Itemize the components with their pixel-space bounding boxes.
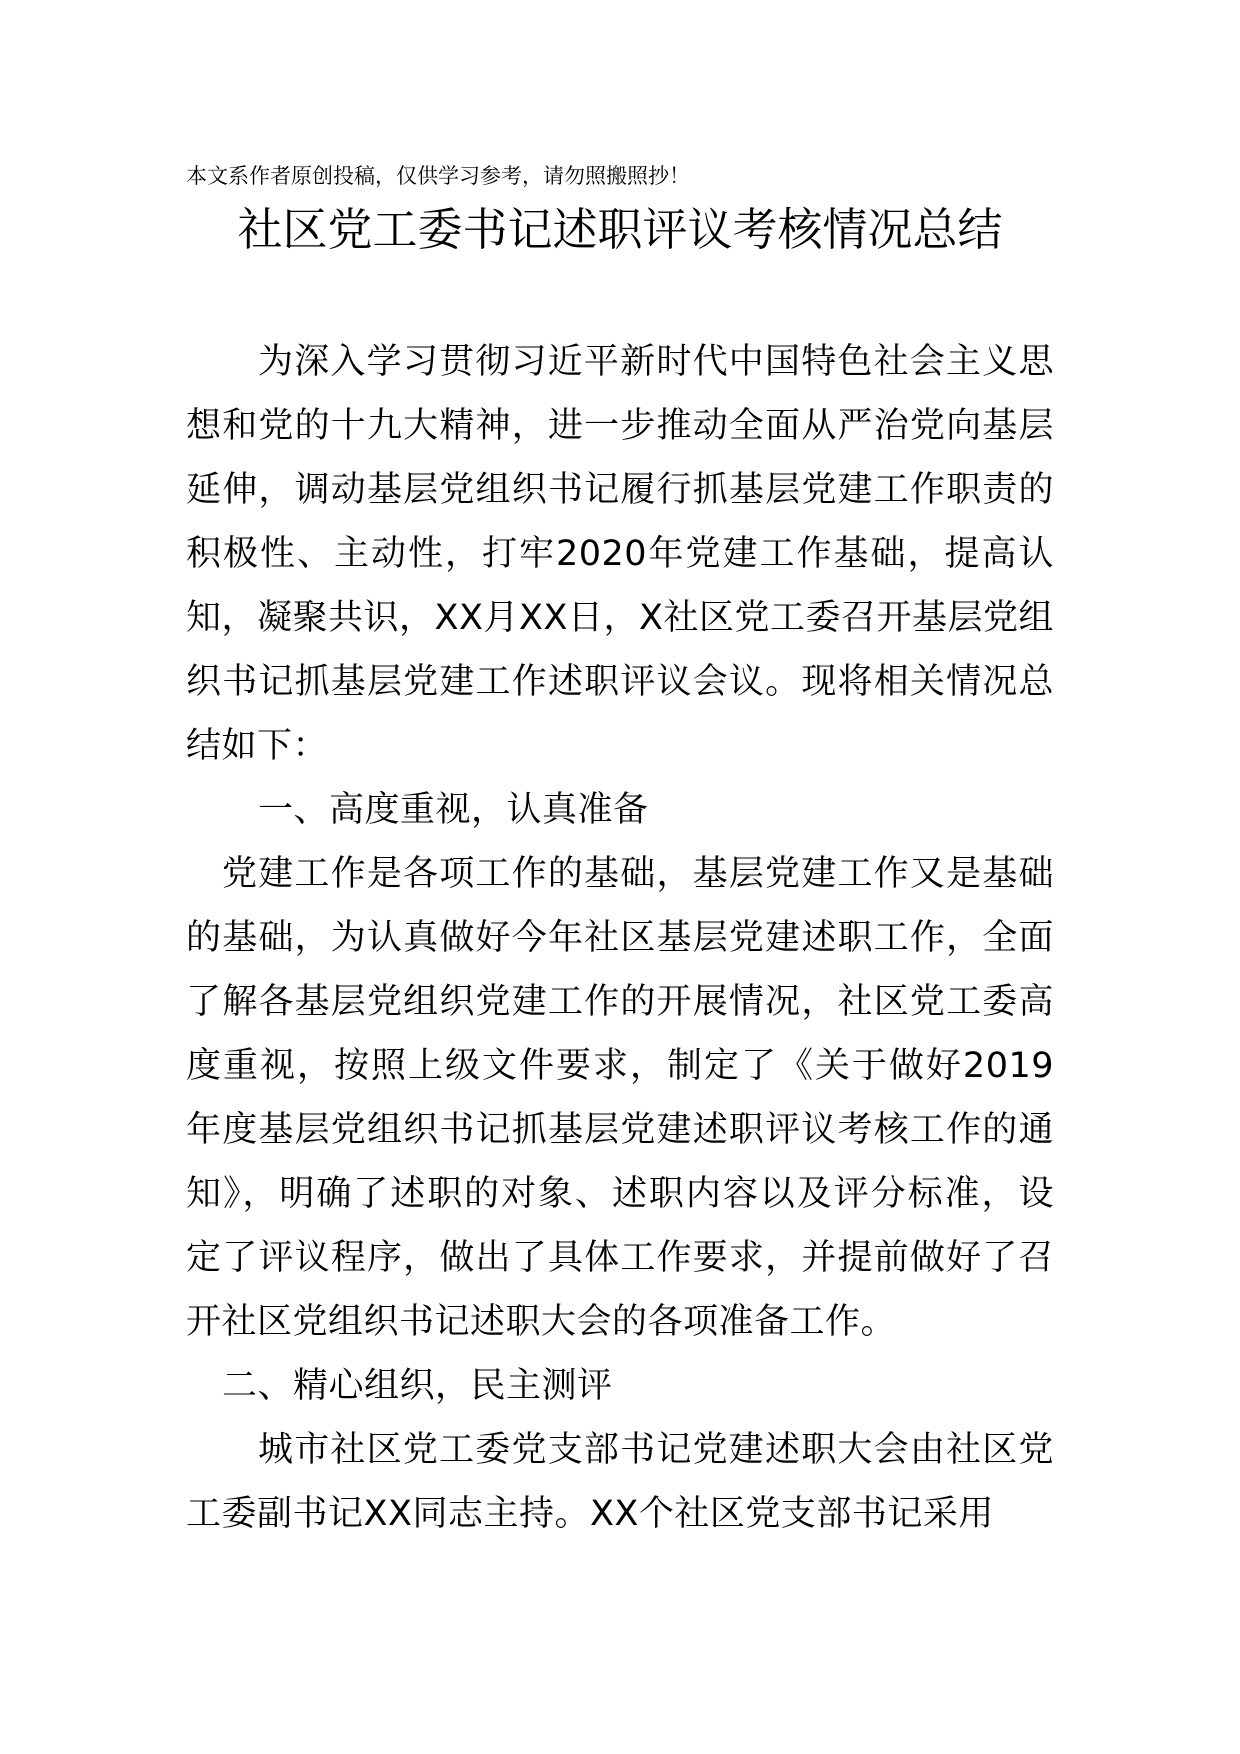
document-body	[186, 330, 1054, 1546]
intro-paragraph: 为深入学习贯彻习近平新时代中国特色社会主义思想和党的十九大精神，进一步推动全面从严治党向基层延伸，调动基层党组织书记履行抓基层党建工作职责的积极性、主动性，打牢2020年党建工作基础，提高认知，凝聚共识，XX月XX日，X社区党工委召开基层党组织书记抓基层党建工作述职评议会议。现将相关情况总结如下：	[186, 342, 1054, 766]
document-title: 社区党工委书记述职评议考核情况总结	[237, 203, 1003, 256]
section-heading-1: 一、高度重视，认真准备	[258, 790, 649, 830]
copyright-notice: 本文系作者原创投稿，仅供学习参考，请勿照搬照抄！	[186, 164, 690, 188]
section-1-paragraph: 党建工作是各项工作的基础，基层党建工作又是基础的基础，为认真做好今年社区基层党建述职工作，全面了解各基层党组织党建工作的开展情况，社区党工委高度重视，按照上级文件要求，制定了《关于做好2019年度基层党组织书记抓基层党建述职评议考核工作的通知》，明确了述职的对象、述职内容以及评分标准，设定了评议程序，做出了具体工作要求，并提前做好了召开社区党组织书记述职大会的各项准备工作。	[186, 854, 1054, 1342]
section-heading-2: 二、精心组织，民主测评	[222, 1366, 613, 1406]
section-2-paragraph: 城市社区党工委党支部书记党建述职大会由社区党工委副书记XX同志主持。XX个社区党支部书记采用	[186, 1430, 1054, 1534]
